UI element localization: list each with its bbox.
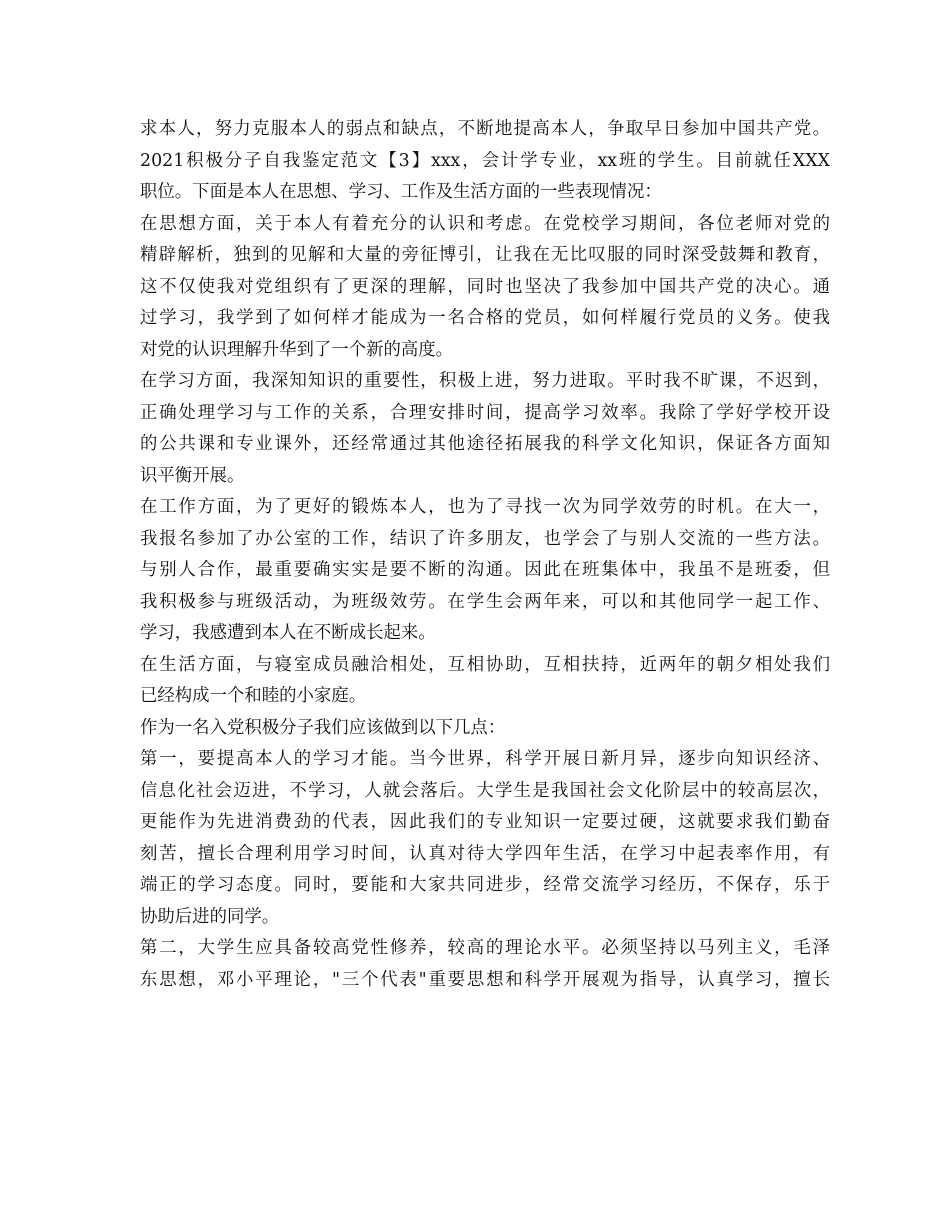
document-body — [140, 114, 830, 996]
text-line: 学习，我感遭到本人在不断成长起来。 — [140, 623, 436, 643]
text-line: 信息化社会迈进，不学习，人就会落后。大学生是我国社会文化阶层中的较高层次， — [140, 780, 830, 801]
text-line: 第一，要提高本人的学习才能。当今世界，科学开展日新月异，逐步向知识经济、 — [140, 749, 830, 769]
text-line: 端正的学习态度。同时，要能和大家共同进步，经常交流学习经历，不保存，乐于 — [140, 875, 830, 895]
text-line: 对党的认识理解升华到了一个新的高度。 — [140, 339, 454, 360]
text-line: 过学习，我学到了如何样才能成为一名合格的党员，如何样履行党员的义务。使我 — [140, 308, 830, 328]
text-line: 这不仅使我对党组织有了更深的理解，同时也坚决了我参加中国共产党的决心。通 — [140, 276, 830, 297]
text-line: 求本人，努力克服本人的弱点和缺点，不断地提高本人，争取早日参加中国共产党。 — [140, 119, 830, 139]
text-line: 我积极参与班级活动，为班级效劳。在学生会两年来，可以和其他同学一起工作、 — [140, 591, 830, 612]
text-line: 2021积极分子自我鉴定范文【3】xxx，会计学专业，xx班的学生。目前就任XXX — [140, 150, 830, 171]
text-line: 正确处理学习与工作的关系，合理安排时间，提高学习效率。我除了学好学校开设 — [140, 402, 830, 423]
text-line: 已经构成一个和睦的小家庭。 — [140, 686, 367, 706]
text-line: 在生活方面，与寝室成员融洽相处，互相协助，互相扶持，近两年的朝夕相处我们 — [140, 654, 830, 675]
text-line: 在学习方面，我深知知识的重要性，积极上进，努力进取。平时我不旷课，不迟到， — [140, 371, 830, 391]
text-line: 东思想，邓小平理论，"三个代表"重要思想和科学开展观为指导，认真学习，擅长 — [140, 969, 830, 990]
text-line: 职位。下面是本人在思想、学习、工作及生活方面的一些表现情况： — [140, 182, 662, 202]
text-line: 协助后进的同学。 — [140, 906, 280, 927]
text-line: 更能作为先进消费劲的代表，因此我们的专业知识一定要过硬，这就要求我们勤奋 — [140, 812, 830, 832]
text-line: 我报名参加了办公室的工作，结识了许多朋友，也学会了与别人交流的一些方法。 — [140, 528, 830, 549]
text-line: 作为一名入党积极分子我们应该做到以下几点： — [140, 717, 506, 738]
text-line: 在思想方面，关于本人有着充分的认识和考虑。在党校学习期间，各位老师对党的 — [140, 213, 830, 234]
text-line: 在工作方面，为了更好的锻炼本人，也为了寻找一次为同学效劳的时机。在大一， — [140, 497, 830, 517]
text-line: 第二，大学生应具备较高党性修养，较高的理论水平。必须坚持以马列主义，毛泽 — [140, 938, 830, 958]
text-line: 的公共课和专业课外，还经常通过其他途径拓展我的科学文化知识，保证各方面知 — [140, 434, 830, 454]
text-line: 与别人合作，最重要确实实是要不断的沟通。因此在班集体中，我虽不是班委，但 — [140, 560, 830, 580]
text-line: 刻苦，擅长合理利用学习时间，认真对待大学四年生活，在学习中起表率作用，有 — [140, 843, 830, 864]
text-line: 识平衡开展。 — [140, 465, 245, 486]
text-line: 精辟解析，独到的见解和大量的旁征博引，让我在无比叹服的同时深受鼓舞和教育， — [140, 245, 830, 265]
